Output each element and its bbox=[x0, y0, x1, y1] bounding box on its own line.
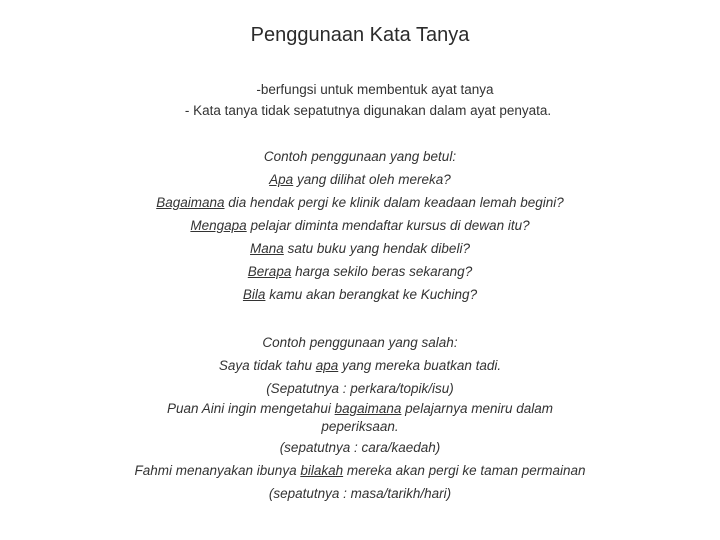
sentence-after: pelajarnya meniru dalam bbox=[401, 401, 554, 416]
question-word: apa bbox=[315, 358, 339, 373]
correct-heading: Contoh penggunaan yang betul: bbox=[263, 149, 457, 164]
question-word: bagaimana bbox=[334, 401, 402, 416]
sentence-rest: satu buku yang hendak dibeli? bbox=[283, 241, 470, 256]
intro-line-function: -berfungsi untuk membentuk ayat tanya bbox=[256, 82, 494, 97]
intro-line-rule: - Kata tanya tidak sepatutnya digunakan dalam ayat penyata. bbox=[184, 103, 552, 118]
sentence-before: Fahmi menanyakan ibunya bbox=[134, 463, 301, 478]
wrong-examples bbox=[0, 331, 720, 505]
correct-example-berapa bbox=[79, 260, 641, 283]
correct-examples bbox=[0, 145, 720, 306]
question-word: Mengapa bbox=[190, 218, 247, 233]
correct-example-apa bbox=[79, 168, 641, 191]
correct-example-bagaimana bbox=[79, 191, 641, 214]
sentence-rest: pelajar diminta mendaftar kursus di dewan itu? bbox=[246, 218, 530, 233]
wrong-example-bilakah-fix: (sepatutnya : masa/tarikh/hari) bbox=[268, 486, 452, 501]
wrong-example-apa bbox=[0, 354, 720, 377]
question-word: Apa bbox=[269, 172, 294, 187]
wrong-example-apa-fix: (Sepatutnya : perkara/topik/isu) bbox=[266, 381, 454, 396]
correct-example-mana bbox=[79, 237, 641, 260]
wrong-example-bagaimana-fix: (sepatutnya : cara/kaedah) bbox=[279, 440, 441, 455]
question-word: Bila bbox=[242, 287, 266, 302]
wrong-example-bagaimana-cont: peperiksaan. bbox=[321, 419, 399, 434]
question-word: Bagaimana bbox=[156, 195, 225, 210]
question-word: Mana bbox=[250, 241, 284, 256]
slide-title bbox=[0, 24, 720, 47]
wrong-example-bilakah bbox=[0, 459, 720, 482]
sentence-before: Saya tidak tahu bbox=[218, 358, 316, 373]
wrong-example-bagaimana bbox=[0, 400, 720, 418]
intro-block bbox=[0, 79, 720, 121]
sentence-rest: harga sekilo beras sekarang? bbox=[291, 264, 473, 279]
sentence-rest: yang dilihat oleh mereka? bbox=[293, 172, 451, 187]
correct-example-bila bbox=[79, 283, 641, 306]
sentence-rest: kamu akan berangkat ke Kuching? bbox=[265, 287, 478, 302]
slide-title-text: Penggunaan Kata Tanya bbox=[250, 24, 470, 46]
question-word: Berapa bbox=[247, 264, 292, 279]
sentence-after: mereka akan pergi ke taman permainan bbox=[343, 463, 586, 478]
question-word: bilakah bbox=[300, 463, 344, 478]
sentence-rest: dia hendak pergi ke klinik dalam keadaan lemah begini? bbox=[224, 195, 564, 210]
sentence-after: yang mereka buatkan tadi. bbox=[338, 358, 502, 373]
correct-example-mengapa bbox=[79, 214, 641, 237]
wrong-heading: Contoh penggunaan yang salah: bbox=[262, 335, 458, 350]
sentence-before: Puan Aini ingin mengetahui bbox=[166, 401, 335, 416]
